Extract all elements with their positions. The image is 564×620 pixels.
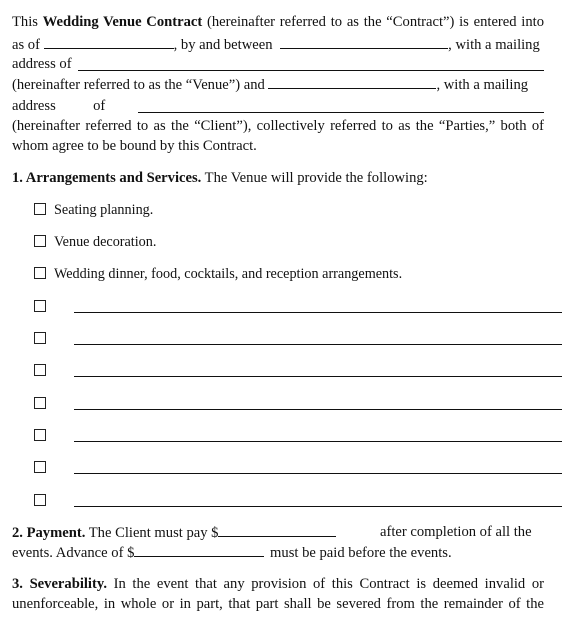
client-address-blank[interactable] [138,98,544,113]
checklist-item [34,232,156,252]
section-1-text: The Venue will provide the following: [201,170,428,186]
venue-address-blank[interactable] [78,56,544,71]
intro-text: This [12,14,43,30]
intro-text: (hereinafter referred to as the “Venue”) and [12,77,265,93]
section-2-line-1 [12,522,336,543]
intro-line-6 [12,116,544,136]
date-blank[interactable] [44,34,174,49]
item-blank[interactable] [74,329,562,345]
item-blank[interactable] [74,394,562,410]
checkbox[interactable] [34,364,46,376]
checklist-item [34,200,153,220]
intro-text: address [12,98,56,114]
checklist-label: Seating planning. [54,202,154,218]
checkbox[interactable] [34,429,46,441]
item-blank[interactable] [74,297,562,313]
payment-amount-blank[interactable] [218,522,336,537]
intro-line-2 [12,34,540,55]
section-3-text: unenforceable, in whole or in part, that part shall be severed from the remainder of the [12,596,544,612]
intro-text: , with a mailing [436,77,529,93]
intro-text: as of [12,37,40,53]
checklist-blank-item [34,394,544,414]
checklist-blank-item [34,458,544,478]
item-blank[interactable] [74,426,562,442]
section-3-line-1 [12,574,544,594]
checklist-label: Venue decoration. [54,234,157,250]
section-1-title: 1. Arrangements and Services. [12,170,202,186]
item-blank[interactable] [74,458,562,474]
section-1-heading [12,168,428,188]
section-2-text: after completion of all the [380,524,532,540]
section-3-line-2 [12,594,544,614]
section-2-line-2 [12,542,452,563]
section-2-text: events. Advance of $ [12,545,135,561]
checklist-blank-item [34,329,544,349]
client-name-blank[interactable] [268,74,436,89]
intro-line-3 [12,54,72,74]
item-blank[interactable] [74,361,562,377]
checklist-blank-item [34,361,544,381]
intro-text: whom agree to be bound by this Contract. [12,138,257,154]
intro-line-5 [12,96,105,116]
section-3-title: 3. Severability. [12,576,107,592]
checkbox[interactable] [34,267,46,279]
checklist-blank-item [34,426,544,446]
intro-text: (hereinafter referred to as the “Contract”) is entered into [202,14,545,30]
section-2-text: The Client must pay $ [85,525,219,541]
section-2-title: 2. Payment. [12,525,86,541]
advance-amount-blank[interactable] [134,542,264,557]
checkbox[interactable] [34,332,46,344]
checkbox[interactable] [34,203,46,215]
intro-text: (hereinafter referred to as the “Client”), collectively referred to as the “Parties,” both of [12,118,544,134]
section-2-line-1-end [380,522,532,542]
checklist-blank-item [34,491,544,511]
intro-text: address of [12,56,72,72]
intro-text: , with a mailing [448,37,540,53]
checkbox[interactable] [34,461,46,473]
section-3-text: In the event that any provision of this Contract is deemed invalid or [107,576,544,592]
venue-name-blank[interactable] [280,34,448,49]
checklist-item [34,264,402,284]
checkbox[interactable] [34,494,46,506]
intro-text: , by and between [173,37,273,53]
intro-line-4 [12,74,528,95]
intro-line-7 [12,136,257,156]
checklist-blank-item [34,297,544,317]
item-blank[interactable] [74,491,562,507]
checkbox[interactable] [34,300,46,312]
intro-text: of [93,98,106,114]
intro-line-1 [12,12,544,32]
checklist-label: Wedding dinner, food, cocktails, and reception arrangements. [54,266,403,282]
section-2-text: must be paid before the events. [270,545,452,561]
checkbox[interactable] [34,397,46,409]
contract-title: Wedding Venue Contract [42,14,203,30]
checkbox[interactable] [34,235,46,247]
